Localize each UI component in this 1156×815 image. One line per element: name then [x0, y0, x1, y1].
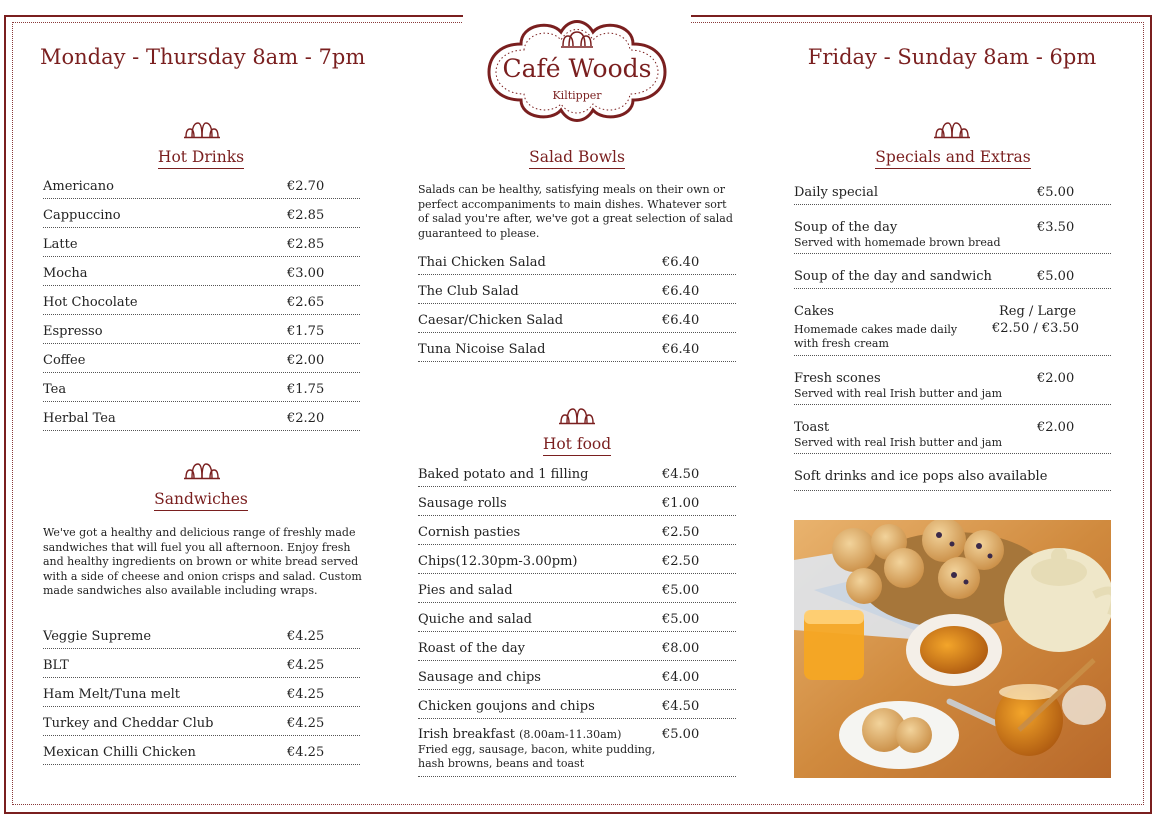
- item-price: €4.25: [287, 716, 325, 731]
- item-name: Herbal Tea: [43, 411, 116, 426]
- item-price: €4.25: [287, 687, 325, 702]
- salad-row: [418, 284, 736, 304]
- sandwich-row: [43, 629, 360, 649]
- ornament-icon: [932, 117, 972, 139]
- hot-food-row: [418, 583, 736, 603]
- item-price: €1.75: [287, 324, 325, 339]
- salad-description: Salads can be healthy, satisfying meals on their own or perfect accompaniments to main dishes. Whatever sort of salad you're after, we've got a great selection of salad guaranteed to please.: [418, 183, 733, 240]
- hot-food-row: [418, 525, 736, 545]
- hot-food-title: Hot food: [417, 435, 737, 453]
- item-name: The Club Salad: [418, 284, 519, 299]
- menu-item-scones: Fresh scones €2.00 Served with real Irish butter and jam: [794, 371, 1111, 405]
- item-name: Baked potato and 1 filling: [418, 467, 589, 482]
- salad-bowls-title: Salad Bowls: [417, 148, 737, 166]
- menu-item-irish-breakfast: [418, 727, 736, 777]
- sandwiches-description: We've got a healthy and delicious range of freshly made sandwiches that will fuel you all afternoon. Enjoy fresh and healthy ingredients on brown or white bread served with a side of cheese and onion crisps and salad. Custom made sandwiches also available including wraps.: [43, 526, 362, 597]
- hot-food-row: [418, 467, 736, 487]
- item-price: €6.40: [662, 284, 700, 299]
- breakfast-photo: [794, 520, 1111, 778]
- ornament-icon: [182, 458, 222, 480]
- hot-food-row: [418, 612, 736, 632]
- hot-food-row: [418, 670, 736, 690]
- menu-item-soup-sandwich: Soup of the day and sandwich €5.00: [794, 269, 1111, 289]
- hot-drink-row: [43, 266, 360, 286]
- menu-item-soup: Soup of the day €3.50 Served with homemade brown bread: [794, 220, 1111, 254]
- item-name: Roast of the day: [418, 641, 526, 656]
- item-name: BLT: [43, 658, 69, 673]
- item-price: €4.00: [662, 670, 700, 685]
- item-price: €5.00: [662, 727, 700, 742]
- sandwich-row: [43, 716, 360, 736]
- item-price: €4.50: [662, 467, 700, 482]
- salad-row: [418, 342, 736, 362]
- item-name: Chips(12.30pm-3.00pm): [418, 554, 578, 569]
- sandwich-row: [43, 687, 360, 707]
- item-name: Mocha: [43, 266, 88, 281]
- item-price: €6.40: [662, 255, 700, 270]
- hot-drink-row: [43, 382, 360, 402]
- ornament-icon: [557, 403, 597, 425]
- item-price: €2.50: [662, 525, 700, 540]
- item-name: Chicken goujons and chips: [418, 699, 595, 714]
- item-name: Coffee: [43, 353, 86, 368]
- item-name: Cornish pasties: [418, 525, 521, 540]
- sandwich-row: [43, 658, 360, 678]
- cafe-logo: [481, 10, 673, 128]
- hours-weekday: Monday - Thursday 8am - 7pm: [40, 45, 366, 69]
- item-price: €5.00: [662, 612, 700, 627]
- item-name: Mexican Chilli Chicken: [43, 745, 196, 760]
- brand-name: Café Woods: [502, 54, 652, 83]
- item-price: €1.75: [287, 382, 325, 397]
- item-price: €3.00: [287, 266, 325, 281]
- item-price: €5.00: [662, 583, 700, 598]
- hot-drink-row: [43, 353, 360, 373]
- item-price: €8.00: [662, 641, 700, 656]
- hot-food-row: [418, 641, 736, 661]
- item-name: Hot Chocolate: [43, 295, 138, 310]
- item-price: €1.00: [662, 496, 700, 511]
- item-name: Tuna Nicoise Salad: [418, 342, 546, 357]
- hot-drink-row: [43, 324, 360, 344]
- item-price: €4.25: [287, 745, 325, 760]
- menu-item-daily-special: Daily special €5.00: [794, 185, 1111, 205]
- item-price: €2.20: [287, 411, 325, 426]
- item-name: Americano: [43, 179, 115, 194]
- item-name: Tea: [43, 382, 67, 397]
- item-price: €4.50: [662, 699, 700, 714]
- item-name: Espresso: [43, 324, 103, 339]
- item-detail: Fried egg, sausage, bacon, white pudding,: [418, 743, 656, 756]
- hours-weekend: Friday - Sunday 8am - 6pm: [807, 45, 1097, 69]
- specials-title: Specials and Extras: [793, 148, 1113, 166]
- salad-row: [418, 255, 736, 275]
- hot-food-row: [418, 496, 736, 516]
- item-name: Cappuccino: [43, 208, 121, 223]
- item-name: Pies and salad: [418, 583, 513, 598]
- soft-drinks-note: Soft drinks and ice pops also available: [794, 469, 1111, 491]
- item-price: €2.65: [287, 295, 325, 310]
- item-name: Sausage and chips: [418, 670, 541, 685]
- menu-item-toast: Toast €2.00 Served with real Irish butter and jam: [794, 420, 1111, 454]
- hot-food-row: [418, 699, 736, 719]
- item-name: Sausage rolls: [418, 496, 507, 511]
- item-price: €4.25: [287, 658, 325, 673]
- item-name: Quiche and salad: [418, 612, 532, 627]
- item-price: €2.85: [287, 237, 325, 252]
- hot-drink-row: [43, 411, 360, 431]
- hot-food-row: [418, 554, 736, 574]
- menu-item-cakes: Cakes Reg / Large €2.50 / €3.50 Homemade cakes made daily with fresh cream: [794, 304, 1111, 356]
- item-price: €2.70: [287, 179, 325, 194]
- item-name: Turkey and Cheddar Club: [43, 716, 214, 731]
- item-price: €6.40: [662, 313, 700, 328]
- item-price: €2.00: [287, 353, 325, 368]
- item-name: Ham Melt/Tuna melt: [43, 687, 181, 702]
- hot-drink-row: [43, 208, 360, 228]
- item-price: €2.50: [662, 554, 700, 569]
- sandwich-row: [43, 745, 360, 765]
- item-name: Veggie Supreme: [43, 629, 152, 644]
- item-name: Latte: [43, 237, 78, 252]
- ornament-icon: [182, 117, 222, 139]
- brand-location: Kiltipper: [552, 89, 602, 102]
- item-name: Caesar/Chicken Salad: [418, 313, 564, 328]
- hot-drink-row: [43, 179, 360, 199]
- item-detail: hash browns, beans and toast: [418, 757, 585, 770]
- hot-drink-row: [43, 295, 360, 315]
- item-name: Thai Chicken Salad: [418, 255, 546, 270]
- item-price: €6.40: [662, 342, 700, 357]
- item-price: €2.85: [287, 208, 325, 223]
- item-name: Irish breakfast: [418, 727, 515, 742]
- item-time: (8.00am-11.30am): [519, 728, 622, 741]
- hot-drink-row: [43, 237, 360, 257]
- salad-row: [418, 313, 736, 333]
- sandwiches-title: Sandwiches: [41, 490, 361, 508]
- item-price: €4.25: [287, 629, 325, 644]
- hot-drinks-title: Hot Drinks: [41, 148, 361, 166]
